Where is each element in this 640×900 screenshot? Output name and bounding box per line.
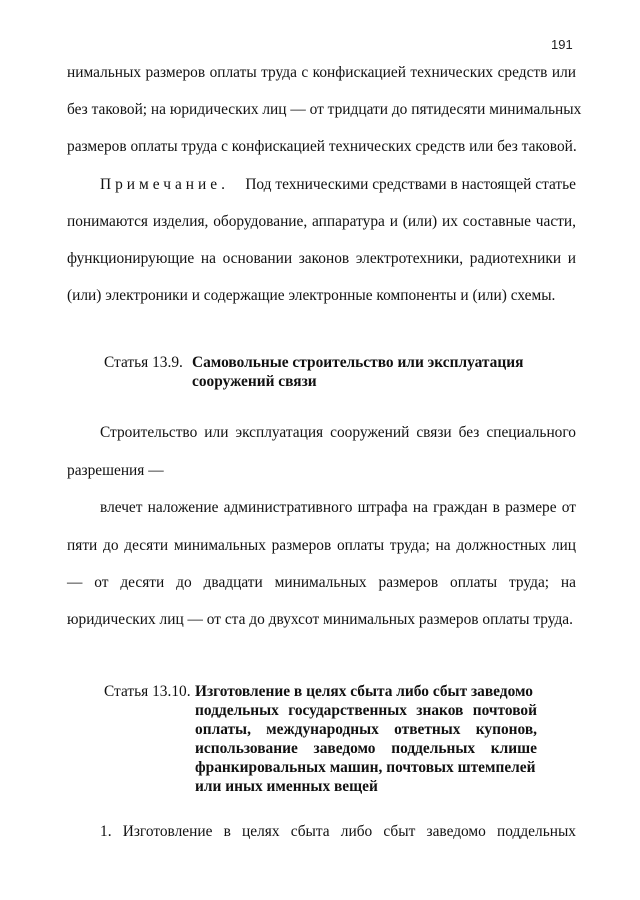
article-13-10-title-line-2: поддельных государственных знаков почтовой [195,702,537,719]
note-first-line [100,176,576,194]
intro-line-2: без таковой; на юридических лиц — от тридцати до пятидесяти минимальных [67,101,582,118]
note-label: Примечание. [100,176,229,193]
article-13-10-title-line-4: использование заведомо поддельных клише [195,740,537,757]
note-line-3: функционирующие на основании законов электротехники, радиотехники и [67,250,576,267]
article-13-9-body-line-5: — от десяти до двадцати минимальных размеров оплаты труда; на [67,574,576,591]
article-13-9-body-line-3: влечет наложение административного штрафа на граждан в размере от [100,499,576,516]
intro-line-3: размеров оплаты труда с конфискацией технических средств или без таковой. [67,138,577,155]
article-13-10-title-line-5: франкировальных машин, почтовых штемпелей [195,759,536,776]
intro-line-1: нимальных размеров оплаты труда с конфискацией технических средств или [67,64,576,81]
article-13-10-title-line-6: или иных именных вещей [195,778,378,795]
article-13-10-title-line-3: оплаты, международных ответных купонов, [195,721,537,738]
article-13-10-body-line-1: 1. Изготовление в целях сбыта либо сбыт заведомо поддельных [100,823,576,840]
article-13-9-title-line-2: сооружений связи [192,373,317,390]
article-13-10-title-line-1: Изготовление в целях сбыта либо сбыт заведомо [195,683,533,700]
note-line-4: (или) электроники и содержащие электронные компоненты и (или) схемы. [67,287,556,304]
note-first-line-text: Под техническими средствами в настоящей статье [245,176,576,193]
article-13-9-body-line-1: Строительство или эксплуатация сооружений связи без специального [100,424,576,441]
article-13-9-title-line-1: Самовольные строительство или эксплуатация [192,354,524,371]
page-number: 191 [551,37,573,52]
article-13-9-body-line-4: пяти до десяти минимальных размеров оплаты труда; на должностных лиц [67,537,576,554]
article-13-9-body-line-2: разрешения — [67,462,164,479]
note-line-2: понимаются изделия, оборудование, аппаратура и (или) их составные части, [67,213,576,230]
article-13-9-body-line-6: юридических лиц — от ста до двухсот минимальных размеров оплаты труда. [67,611,573,628]
article-13-10-number: Статья 13.10. [104,683,191,700]
article-13-9-number: Статья 13.9. [104,354,183,371]
